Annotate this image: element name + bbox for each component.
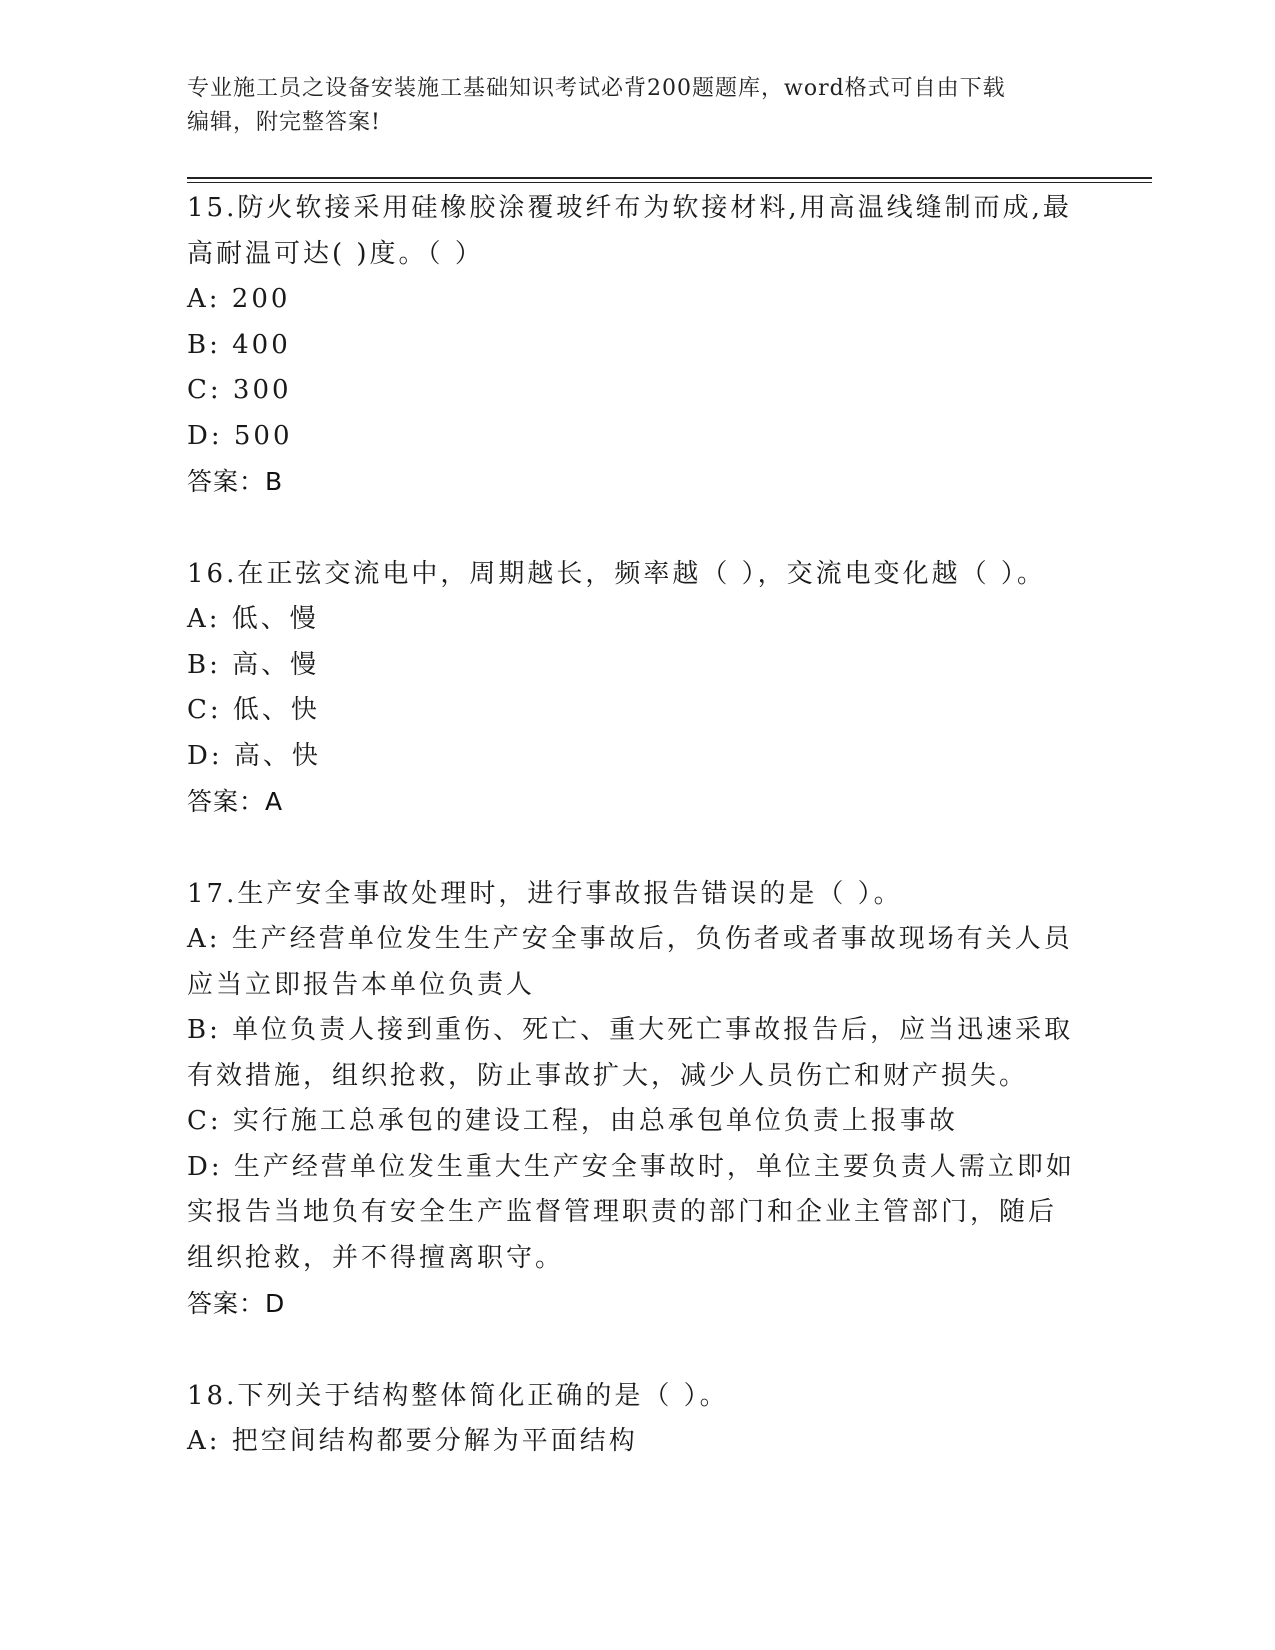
option-b: B: 高、慢 [187,649,320,680]
option-b-continued: 有效措施，组织抢救，防止事故扩大，减少人员伤亡和财产损失。 [187,1060,1029,1091]
option-d: D: 500 [187,420,293,451]
option-a: A: 把空间结构都要分解为平面结构 [187,1426,638,1456]
question-stem: 16.在正弦交流电中，周期越长，频率越（ ），交流电变化越（ ）。 [187,558,1046,589]
question-18 [187,1374,1087,1465]
option-d-continued: 组织抢救，并不得擅离职守。 [187,1242,565,1273]
option-d-continued: 实报告当地负有安全生产监督管理职责的部门和企业主管部门，随后 [187,1197,1058,1227]
option-c: C: 300 [187,375,292,405]
answer-line: 答案：A [187,787,284,816]
header-title-line-2: 编辑，附完整答案! [187,110,381,135]
answer-line: 答案：D [187,1289,286,1318]
option-a: A: 200 [187,284,291,314]
option-b: B: 单位负责人接到重伤、死亡、重大死亡事故报告后，应当迅速采取 [187,1015,1074,1045]
option-b: B: 400 [187,329,291,360]
question-list [187,186,1087,1512]
document-header [187,72,1087,140]
option-a-continued: 应当立即报告本单位负责人 [187,969,536,1000]
question-stem: 高耐温可达( )度。（ ） [187,238,484,269]
header-divider-thick [187,177,1152,179]
option-d: D: 生产经营单位发生重大生产安全事故时，单位主要负责人需立即如 [187,1151,1075,1182]
question-stem: 17.生产安全事故处理时，进行事故报告错误的是（ ）。 [187,878,903,909]
question-16 [187,552,1087,825]
option-d: D: 高、快 [187,740,321,771]
header-divider-thin [187,182,1152,183]
option-c: C: 低、快 [187,695,320,725]
option-c: C: 实行施工总承包的建设工程，由总承包单位负责上报事故 [187,1106,958,1136]
question-17 [187,872,1087,1327]
header-title-line-1: 专业施工员之设备安装施工基础知识考试必背200题题库，word格式可自由下载 [187,76,1006,101]
question-stem: 15.防火软接采用硅橡胶涂覆玻纤布为软接材料,用高温线缝制而成,最 [187,193,1072,223]
option-a: A: 低、慢 [187,604,319,634]
question-stem: 18.下列关于结构整体简化正确的是（ ）。 [187,1380,729,1411]
question-15 [187,186,1087,505]
answer-line: 答案：B [187,467,284,496]
option-a: A: 生产经营单位发生生产安全事故后，负伤者或者事故现场有关人员 [187,924,1073,954]
